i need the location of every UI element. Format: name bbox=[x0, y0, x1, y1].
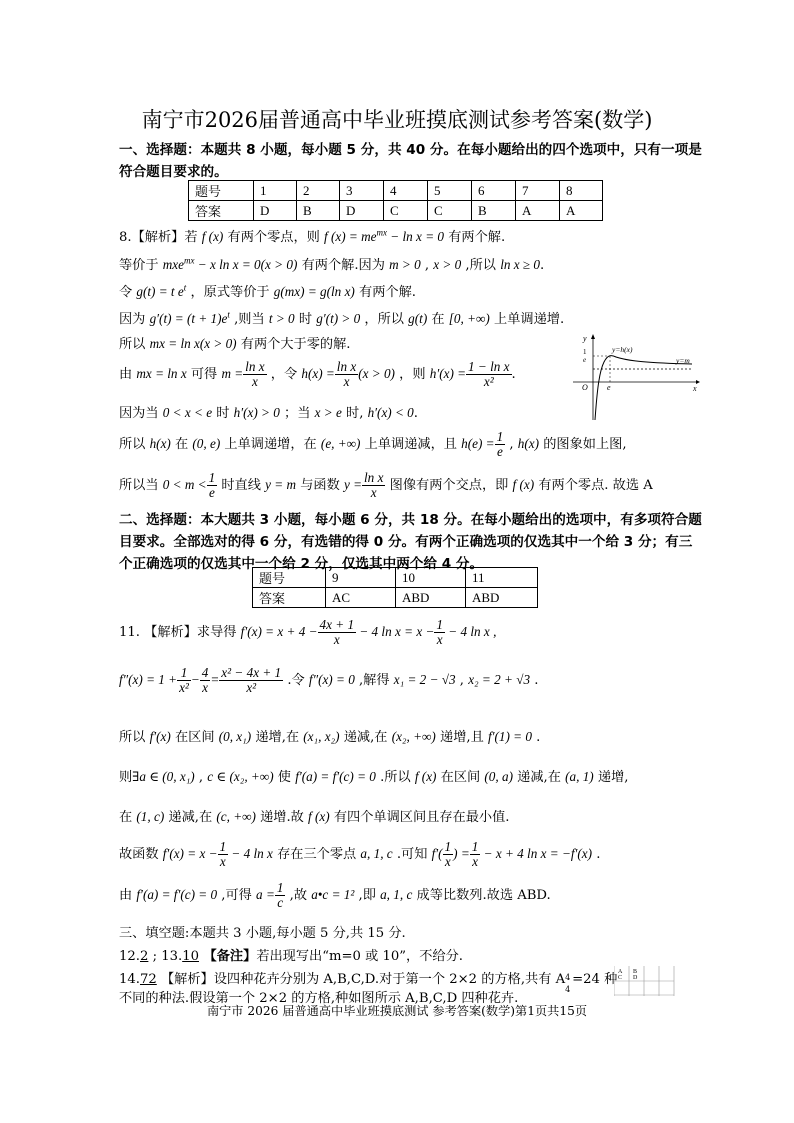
table-cell: B bbox=[297, 201, 340, 221]
table-cell: 6 bbox=[472, 181, 516, 201]
table-cell: 题号 bbox=[189, 181, 254, 201]
grid-cell-b: B bbox=[633, 969, 638, 975]
table-cell: AC bbox=[326, 588, 396, 608]
q14-line-1: 14.72 【解析】设四种花卉分别为 A,B,C,D.对于第一个 2×2 的方格,共有 A 4 4 =24 种 bbox=[119, 972, 618, 994]
grid-cell-a: A bbox=[618, 969, 623, 975]
origin-label: O bbox=[582, 383, 588, 392]
q8-line-3: 令 g(t) = t $e^t$ ，原式等价于 g(mx) = g(ln x) 有两个解. bbox=[119, 282, 416, 300]
q8-line-6: 由 mx = ln x 可得 m = $\frac{\text{ln x}}{x}$ ，令 h(x) = $\frac{\text{ln x}}{x}$ (x > 0) ，则 h′(x) = $\frac{\text{1 − ln x}}{\text{x²}}$ . bbox=[119, 359, 516, 389]
page-title: 南宁市2026届普通高中毕业班摸底测试参考答案(数学) bbox=[141, 108, 653, 132]
table-cell: 答案 bbox=[253, 588, 326, 608]
table-cell: D bbox=[254, 201, 297, 221]
table-cell: ABD bbox=[466, 588, 538, 608]
flower-grid bbox=[614, 966, 676, 996]
table-cell: 10 bbox=[396, 568, 466, 588]
table-cell: 题号 bbox=[253, 568, 326, 588]
section2-heading: 二、选择题：本大题共 3 小题，每小题 6 分，共 18 分。在每小题给出的选项中，有多项符合题 bbox=[119, 512, 702, 528]
y-axis-arrow bbox=[591, 334, 595, 339]
table-cell: 1 bbox=[254, 181, 297, 201]
answer-table-1 bbox=[188, 180, 603, 221]
q11-line-1: 11. 【解析】求导得 f′(x) = x + 4 − $\frac{4x + 1}{x}$ − 4 ln x = x − $\frac{1}{x}$ − 4 ln x , bbox=[119, 617, 497, 647]
curve-label: y=h(x) bbox=[612, 345, 633, 354]
table-cell: 2 bbox=[297, 181, 340, 201]
grid-cell-c: C bbox=[618, 975, 623, 981]
table-cell: B bbox=[472, 201, 516, 221]
q14-line-2: 不同的种法.假设第一个 2×2 的方格,种如图所示 A,B,C,D 四种花卉. bbox=[119, 991, 519, 1006]
section3-heading: 三、填空题:本题共 3 小题,每小题 5 分,共 15 分. bbox=[119, 926, 406, 941]
table-row bbox=[189, 181, 603, 201]
x-axis-arrow bbox=[696, 380, 700, 384]
q8-line-9: 所以当 0 < m < $\frac{1}{e}$ 时直线 y = m 与函数 y = $\frac{\text{ln x}}{x}$ 图像有两个交点，即 f (x) 有两个零点. 故选 A bbox=[119, 470, 653, 500]
table-cell: 9 bbox=[326, 568, 396, 588]
q8-line-8: 所以 h(x) 在 (0, e) 上单调递增，在 (e, +∞) 上单调递减，且 h(e) = $\frac{1}{e}$ , h(x) 的图象如上图, bbox=[119, 429, 627, 459]
grid-cell-d: D bbox=[633, 975, 638, 981]
table-cell: C bbox=[428, 201, 472, 221]
table-cell: 答案 bbox=[189, 201, 254, 221]
q11-line-7: 由 f′(a) = f′(c) = 0 ,可得 a = $\frac{1}{c}$ ,故 a•c = 1² ,即 a, 1, c 成等比数列.故选 ABD. bbox=[119, 880, 551, 910]
q11-line-5: 在 (1, c) 递减,在 (c, +∞) 递增.故 f (x) 有四个单调区间且存在最小值. bbox=[119, 809, 510, 825]
table-row bbox=[253, 568, 538, 588]
section2-heading-3: 个正确选项的仅选其中一个给 2 分，仅选其中两个给 4 分。 bbox=[119, 556, 484, 572]
table-row bbox=[253, 588, 538, 608]
answer-table-2 bbox=[252, 567, 538, 608]
q8-line-7: 因为当 0 < x < e 时 h′(x) > 0 ；当 x > e 时, h′(x) < 0. bbox=[119, 405, 418, 421]
section1-heading: 一、选择题：本题共 8 小题，每小题 5 分，共 40 分。在每小题给出的四个选项中，只有一项是 bbox=[119, 142, 702, 158]
q8-line-2: 等价于 mxe$^{mx}$ − x ln x = 0(x > 0) 有两个解.因为 m > 0 , x > 0 ,所以 ln x ≥ 0. bbox=[119, 255, 545, 273]
table-cell: 7 bbox=[516, 181, 560, 201]
q11-line-6: 故函数 f′(x) = x − $\frac{1}{x}$ − 4 ln x 存在三个零点 a, 1, c .可知 f′( $\frac{1}{x}$ ) = $\frac{1}{x}$ − x + 4 ln x = −f′(x) . bbox=[119, 839, 601, 869]
page-footer: 南宁市 2026 届普通高中毕业班摸底测试 参考答案(数学)第1页共15页 bbox=[206, 1004, 588, 1018]
e-label: e bbox=[607, 383, 611, 392]
table-cell: 3 bbox=[340, 181, 384, 201]
q12-13-line: 12.2 ; 13.10 【备注】若出现写出“m=0 或 10”，不给分. bbox=[119, 949, 463, 964]
table-cell: 8 bbox=[560, 181, 603, 201]
line-label: y=m bbox=[676, 356, 690, 365]
section1-heading-2: 符合题目要求的。 bbox=[119, 164, 228, 180]
table-cell: 4 bbox=[384, 181, 428, 201]
q11-line-3: 所以 f′(x) 在区间 (0, x₁) 递增,在 (x₁, x₂) 递减,在 (x₂, +∞) 递增,且 f′(1) = 0 . bbox=[119, 729, 541, 745]
x-label: x bbox=[693, 384, 697, 393]
y-label: y bbox=[583, 334, 587, 343]
hx-graph bbox=[568, 332, 700, 422]
table-cell: 5 bbox=[428, 181, 472, 201]
table-row bbox=[189, 201, 603, 221]
table-cell: A bbox=[560, 201, 603, 221]
table-cell: D bbox=[340, 201, 384, 221]
table-cell: A bbox=[516, 201, 560, 221]
table-cell: C bbox=[384, 201, 428, 221]
q8-line-4: 因为 $g'(t) = (t + 1)e^t$ ,则当 t > 0 时 g′(t) > 0 ，所以 g(t) 在 [0, +∞) 上单调递增. bbox=[119, 309, 565, 327]
q11-line-4: 则∃a ∈ (0, x₁) , c ∈ (x₂, +∞) 使 f′(a) = f′(c) = 0 .所以 f (x) 在区间 (0, a) 递减,在 (a, 1) 递增, bbox=[119, 769, 629, 785]
q11-line-2: f″(x) = 1 + $\frac{1}{\text{x²}}$ − $\frac{4}{x}$ = $\frac{\text{x² − 4x + 1}}{\text{x²}}$ .令 f″(x) = 0 ,解得 x₁ = 2 − √3 , x₂ = 2 + √3 . bbox=[119, 665, 539, 695]
q8-line-1: 8.【解析】若 f (x) 有两个零点，则 f $(x) = me^{mx} - \ln x = 0$ 有两个解. bbox=[119, 227, 506, 245]
table-cell: 11 bbox=[466, 568, 538, 588]
tick-1-over-e-den: e bbox=[583, 356, 587, 364]
section2-heading-2: 目要求。全部选对的得 6 分，有选错的得 0 分。有两个正确选项的仅选其中一个给 3 分；有三 bbox=[119, 534, 693, 550]
tick-1-over-e-num: 1 bbox=[583, 348, 587, 356]
q8-line-5: 所以 mx = ln x(x > 0) 有两个大于零的解. bbox=[119, 336, 351, 352]
table-cell: ABD bbox=[396, 588, 466, 608]
